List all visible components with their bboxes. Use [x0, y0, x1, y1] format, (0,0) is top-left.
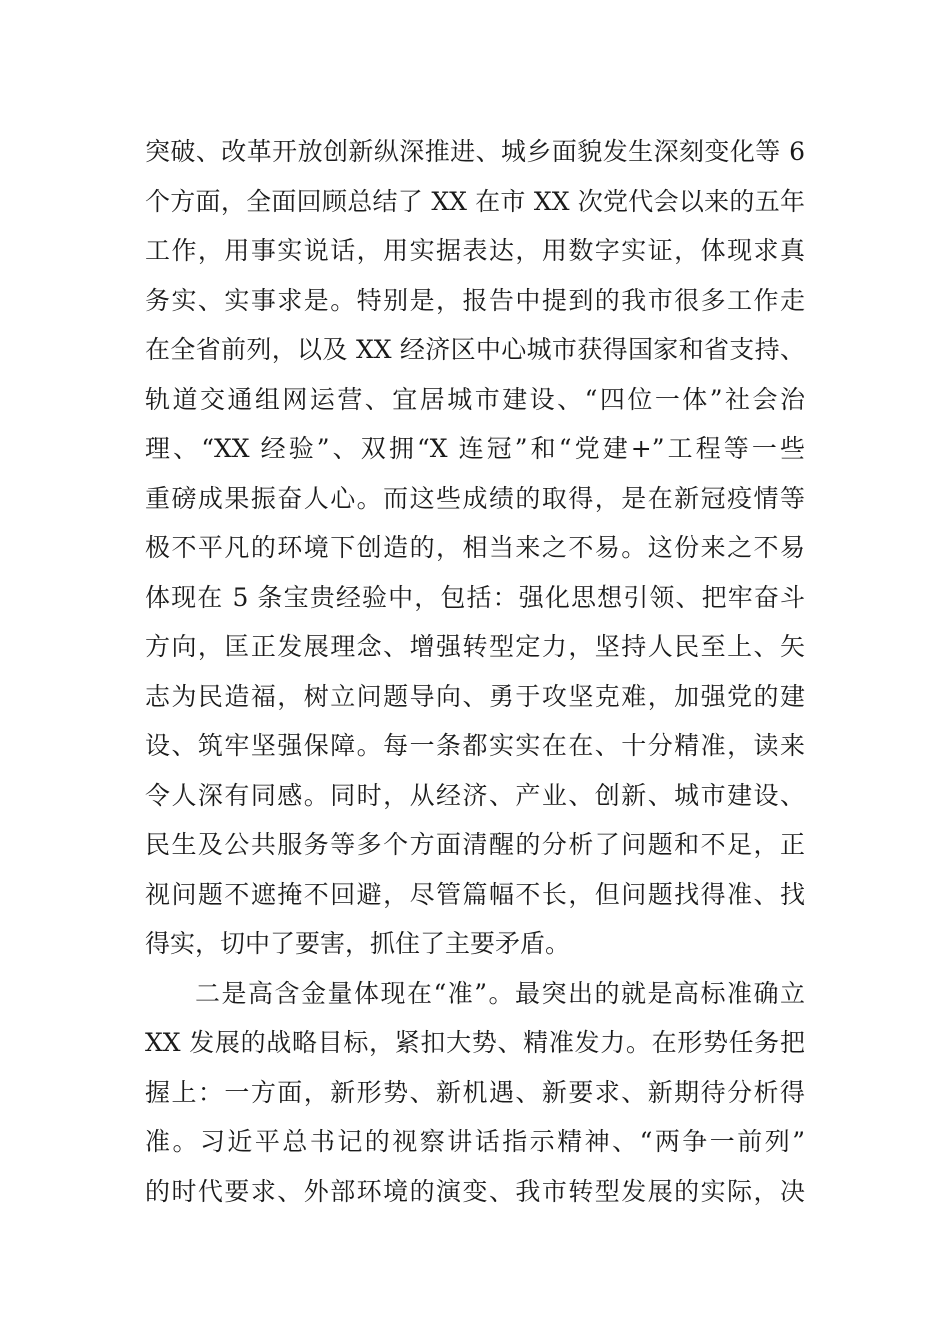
- text-line: 突破、改革开放创新纵深推进、城乡面貌发生深刻变化等 6: [145, 137, 805, 166]
- text-line: 极不平凡的环境下创造的，相当来之不易。这份来之不易: [145, 533, 805, 562]
- text-line: 在全省前列，以及 XX 经济区中心城市获得国家和省支持、: [145, 335, 805, 364]
- text-line: XX 发展的战略目标，紧扣大势、精准发力。在形势任务把: [145, 1028, 805, 1057]
- text-line: 务实、实事求是。特别是，报告中提到的我市很多工作走: [145, 285, 805, 315]
- text-line: 的时代要求、外部环境的演变、我市转型发展的实际，决: [145, 1176, 805, 1206]
- text-line: 方向，匡正发展理念、增强转型定力，坚持人民至上、矢: [145, 632, 805, 661]
- text-line: 视问题不遮掩不回避，尽管篇幅不长，但问题找得准、找: [145, 879, 805, 909]
- document-body: [145, 127, 805, 1216]
- text-line: 民生及公共服务等多个方面清醒的分析了问题和不足，正: [145, 830, 805, 859]
- text-line: 体现在 5 条宝贵经验中，包括：强化思想引领、把牢奋斗: [145, 582, 805, 612]
- paragraph-2: [145, 969, 805, 1217]
- text-line: 理、“XX 经验”、双拥“X 连冠”和“党建+”工程等一些: [145, 434, 805, 463]
- text-line: 轨道交通组网运营、宜居城市建设、“四位一体”社会治: [145, 384, 805, 414]
- text-line: 得实，切中了要害，抓住了主要矛盾。: [145, 929, 571, 958]
- text-line: 握上：一方面，新形势、新机遇、新要求、新期待分析得: [145, 1077, 805, 1107]
- text-line: 准。习近平总书记的视察讲话指示精神、“两争一前列”: [145, 1127, 805, 1156]
- text-line: 二是高含金量体现在“准”。最突出的就是高标准确立: [195, 978, 805, 1008]
- text-line: 工作，用事实说话，用实据表达，用数字实证，体现求真: [145, 236, 805, 265]
- text-line: 个方面，全面回顾总结了 XX 在市 XX 次党代会以来的五年: [145, 186, 805, 216]
- paragraph-1: [145, 127, 805, 969]
- text-line: 志为民造福，树立问题导向、勇于攻坚克难，加强党的建: [145, 681, 805, 711]
- text-line: 设、筑牢坚强保障。每一条都实实在在、十分精准，读来: [145, 731, 805, 760]
- text-line: 重磅成果振奋人心。而这些成绩的取得，是在新冠疫情等: [145, 483, 805, 513]
- text-line: 令人深有同感。同时，从经济、产业、创新、城市建设、: [145, 780, 805, 810]
